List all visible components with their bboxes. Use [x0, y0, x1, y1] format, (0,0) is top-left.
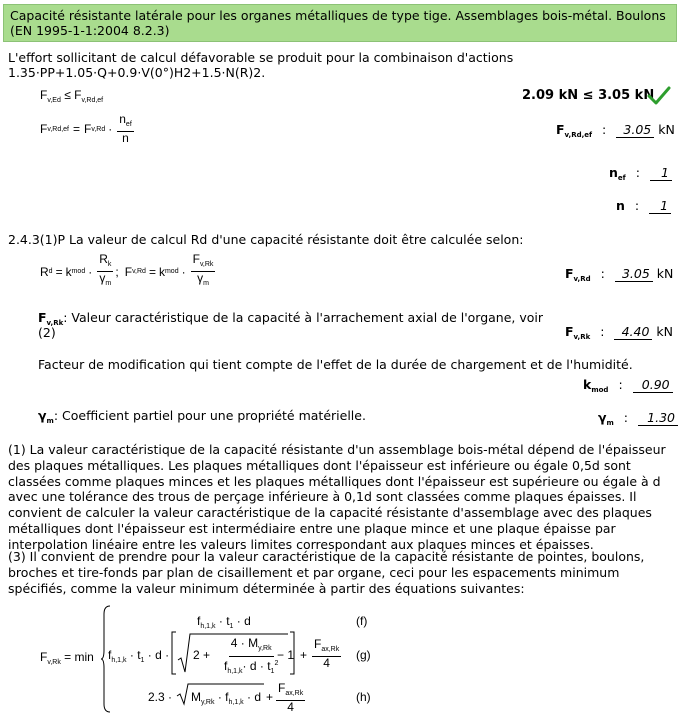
fvrk-definition-ref: (2) [38, 325, 56, 340]
kmod-result: $k_{mod}$ : 0.90 [583, 377, 673, 394]
section-header [3, 4, 677, 42]
gamma-result: $\gamma_m$ : 1.30 [598, 410, 678, 427]
header-reference: (EN 1995-1-1:2004 8.2.3) [10, 23, 170, 38]
gamma-definition: $\gamma_m$: Coefficient partiel pour une propriété matérielle. [38, 408, 366, 425]
fvrd-value: 3.05 [615, 266, 653, 282]
eq-h-tag: (h) [356, 690, 371, 704]
eq-g-fax-fraction: $F_{ax,Rk}$ 4 [314, 637, 340, 670]
fvrk-definition: $F_{v,Rk}$: Valeur caractéristique de la capacité à l'arrachement axial de l'organe, voir [38, 310, 544, 327]
eq-f-tag: (f) [356, 614, 368, 628]
paragraph-1: (1) La valeur caractéristique de la capacité résistante d'un assemblage bois-métal dépend de l'épaisseur des plaques métalliques. Les plaques métalliques dont l'épaisseur est inférieure ou égale 0,5d sont classées comme plaques minces et les plaques métalliques dont l'épaisseur est supérieure ou égale à d avec une tolérance des trous de perçage inférieure à 0,1d sont classées comme plaques épaisses. Il convient de calculer la valeur caractéristique de la capacité résistante d'assemblage avec des plaques métalliques dont l'épaisseur est intermédiaire entre une plaque mince et une plaque épaisse par interpolation linéaire entre les valeurs limites correspondant aux plaques minces et épaisses. [8, 442, 666, 552]
eq-g-bracket-right [288, 630, 298, 676]
eq-h-body: $M_{y,Rk} \cdot f_{h,1,k} \cdot d$ [191, 690, 262, 706]
fvrdef-value: 3.05 [616, 122, 654, 138]
check-formula: $F_{v,Ed} \le F_{v,Rd,ef}$ [40, 88, 104, 104]
fvrdef-formula: F v,Rd,ef = F v,Rd · $\frac{n_{ef}}{n}$ [40, 112, 132, 145]
check-result: 2.09 kN ≤ 3.05 kN [522, 88, 655, 103]
header-title: Capacité résistante latérale pour les organes métalliques de type tige. Assemblages bois-métal. Boulons [10, 8, 666, 23]
eq-h-plus: + [266, 690, 274, 704]
eq-f: $f_{h,1,k} \cdot t_1 \cdot d$ [197, 614, 251, 630]
eq-h-fax-fraction: $F_{ax,Rk}$ 4 [278, 681, 304, 714]
eq-g-two: 2 + [193, 648, 211, 662]
gamma-value: 1.30 [638, 410, 678, 426]
eq-h-coef: 2.3 · [148, 690, 173, 704]
fvrk-value: 4.40 [614, 324, 652, 340]
eq-g-minus: − 1 [277, 648, 295, 662]
rd-formula: R d = k mod · $\frac{R_k}{\gamma_m}$ ; F v,Rd = k mod · $\frac{F_{v,Rk}}{\gamma_m}$ [40, 252, 214, 287]
checkmark-icon [647, 86, 671, 106]
fvrdef-result: $F_{v,Rd,ef}$ : 3.05 kN [556, 122, 675, 139]
fvrd-result: $F_{v,Rd}$ : 3.05 kN [565, 266, 674, 283]
n-value: 1 [649, 198, 671, 214]
eq-g-fraction: $4 \cdot M_{y,Rk}$ $f_{h,1,k}\cdot d \cdot t_1^2$ [224, 636, 279, 675]
eq-g-prefix: $f_{h,1,k} \cdot t_1 \cdot d$ · [108, 648, 170, 664]
fvrk-result: $F_{v,Rk}$ : 4.40 kN [565, 324, 674, 341]
nef-value: 1 [650, 165, 672, 181]
intro-line-1: L'effort sollicitant de calcul défavorable se produit pour la combinaison d'actions [8, 50, 514, 65]
kmod-value: 0.90 [633, 377, 673, 393]
eq-g-plus: + [300, 648, 308, 662]
eq-g-tag: (g) [356, 648, 371, 662]
section-243-title: 2.4.3(1)P La valeur de calcul Rd d'une capacité résistante doit être calculée selon: [8, 232, 524, 247]
fvrk-min-lhs: $F_{v,Rk} = \min$ [40, 650, 94, 666]
intro-line-2: 1.35·PP+1.05·Q+0.9·V(0°)H2+1.5·N(R)2. [8, 65, 266, 80]
n-result: n : 1 [616, 198, 671, 214]
paragraph-3: (3) Il convient de prendre pour la valeur caractéristique de la capacité résistante de pointes, boulons, broches et tire-fonds par plan de cisaillement et par organe, ceci pour les espacements minimum spécifiés, comme la valeur minimum déterminée à partir des équations suivantes: [8, 549, 645, 596]
nef-result: $n_{ef}$ : 1 [609, 165, 672, 182]
kmod-definition: Facteur de modification qui tient compte de l'effet de la durée de chargement et de l'humidité. [38, 357, 633, 372]
